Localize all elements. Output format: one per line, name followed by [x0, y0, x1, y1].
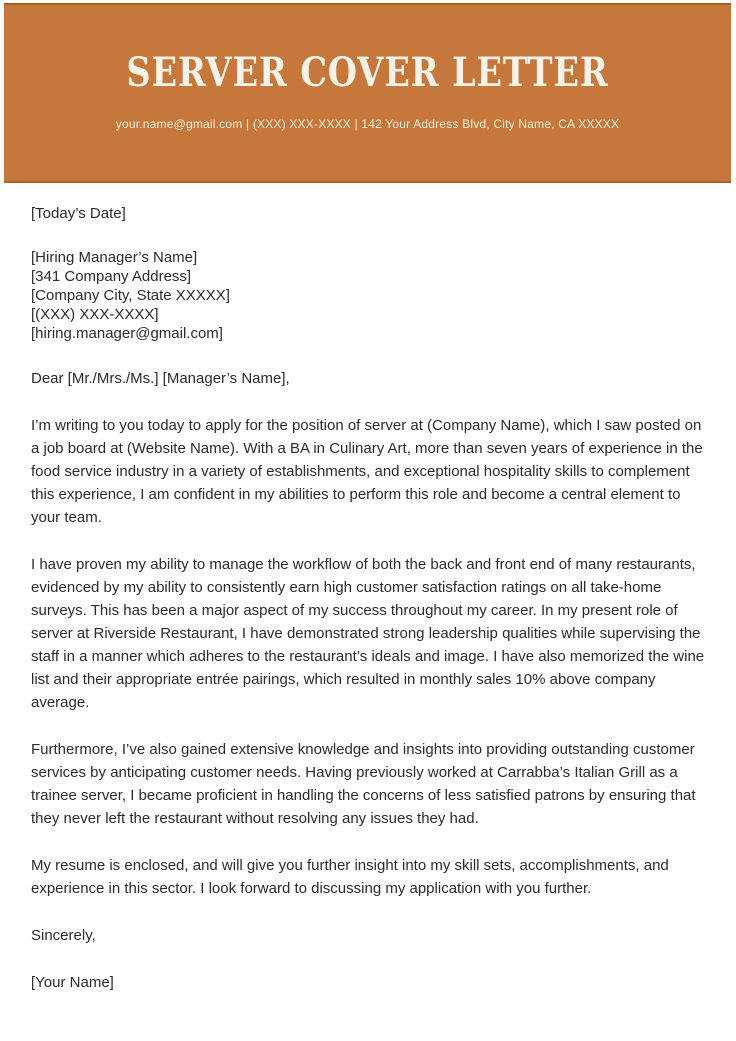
- recipient-address: [341 Company Address]: [31, 268, 192, 285]
- header-contact-line: your.name@gmail.com | (XXX) XXX-XXXX | 142 Your Address Blvd, City Name, CA XXXXX: [115, 117, 620, 131]
- recipient-email: [hiring.manager@gmail.com]: [31, 325, 223, 342]
- body-paragraph-4: My resume is enclosed, and will give you further insight into my skill sets, accomplishments, and experience in this sector. I look forward to discussing my application with you further.: [31, 857, 669, 897]
- recipient-city-state: [Company City, State XXXXX]: [31, 287, 230, 304]
- date-line: [Today’s Date]: [31, 205, 126, 222]
- closing: Sincerely,: [31, 927, 96, 944]
- header-banner: [4, 3, 731, 183]
- recipient-phone: [(XXX) XXX-XXXX]: [31, 306, 159, 323]
- body-paragraph-2: I have proven my ability to manage the workflow of both the back and front end of many restaurants, evidenced by my ability to consistently earn high customer satisfaction ratings on all take-home surveys. This has been a major aspect of my success throughout my career. In my present role of server at Riverside Restaurant, I have demonstrated strong leadership qualities while supervising the staff in a manner which adheres to the restaurant’s ideals and image. I have also memorized the wine list and their appropriate entrée pairings, which resulted in monthly sales 10% above company average.: [31, 556, 705, 711]
- recipient-block: [31, 248, 706, 343]
- page-title: SERVER COVER LETTER: [126, 49, 609, 96]
- letter-body: [0, 183, 736, 1018]
- salutation: Dear [Mr./Mrs./Ms.] [Manager’s Name],: [31, 370, 290, 387]
- signature: [Your Name]: [31, 974, 114, 991]
- body-paragraph-3: Furthermore, I’ve also gained extensive knowledge and insights into providing outstanding customer services by anticipating customer needs. Having previously worked at Carrabba’s Italian Grill as a trainee server, I became proficient in handling the concerns of less satisfied patrons by ensuring that they never left the restaurant without resolving any issues they had.: [31, 741, 696, 827]
- recipient-name: [Hiring Manager’s Name]: [31, 249, 198, 266]
- body-paragraph-1: I’m writing to you today to apply for the position of server at (Company Name), which I saw posted on a job board at (Website Name). With a BA in Culinary Art, more than seven years of experience in the food service industry in a variety of establishments, and exceptional hospitality skills to complement this experience, I am confident in my abilities to perform this role and become a central element to your team.: [31, 417, 703, 526]
